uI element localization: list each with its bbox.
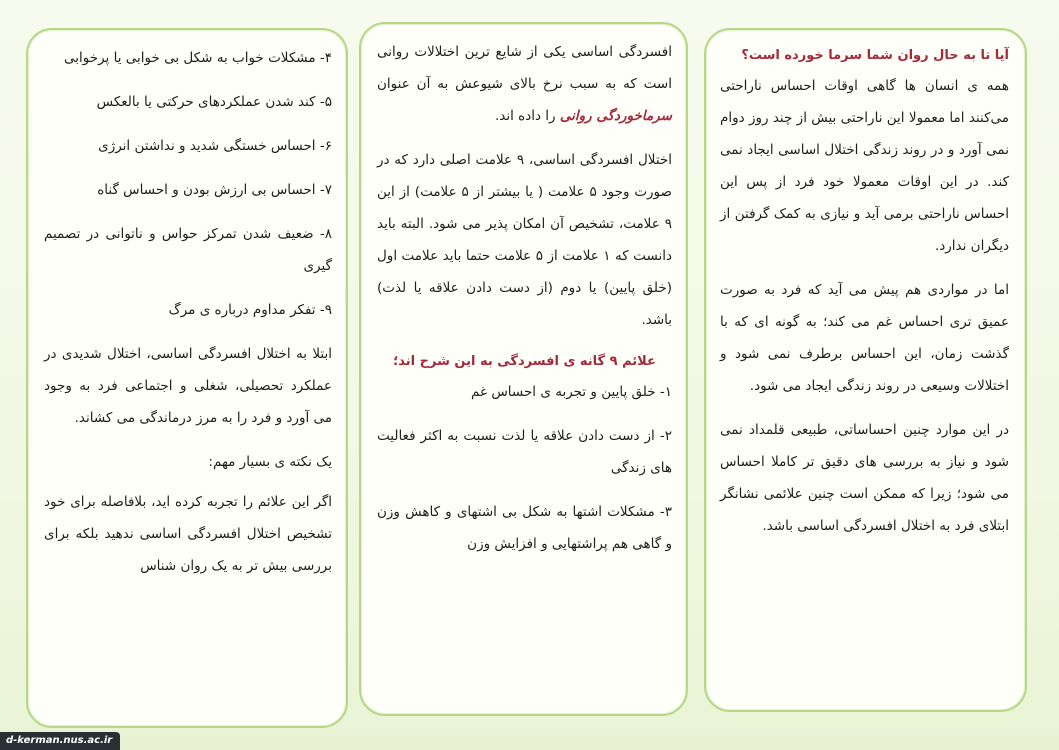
note-text: اگر این علائم را تجربه کرده اید، بلافاصله برای خود تشخیص اختلال افسردگی اساسی ندهید بلکه برای بررسی بیش تر به یک روان شناس xyxy=(44,494,332,574)
symptom-item-6: ۶- احساس خستگی شدید و نداشتن انرژی xyxy=(98,138,332,154)
middle-criteria-paragraph: اختلال افسردگی اساسی، ۹ علامت اصلی دارد که در صورت وجود ۵ علامت ( یا بیشتر از ۵ علامت) از این ۹ علامت، تشخیص آن امکان پذیر می شود. البته باید دانست که ۱ علامت از ۵ علامت حتما باید علامت اول (خلق پایین) یا دوم (از دست دادن علاقه یا لذت) باشد. xyxy=(377,152,673,328)
symptom-item-7: ۷- احساس بی ارزش بودن و احساس گناه xyxy=(97,182,332,198)
left-column-panel xyxy=(26,28,348,728)
right-column-heading: آیا تا به حال روان شما سرما خورده است؟ xyxy=(741,48,1009,63)
footer-url: d-kerman.nus.ac.ir xyxy=(0,732,120,750)
symptom-item-1: ۱- خلق پایین و تجربه ی احساس غم xyxy=(470,384,672,400)
right-paragraph-1: همه ی انسان ها گاهی اوقات احساس ناراحتی می‌کنند اما معمولا این ناراحتی بیش از چند روز دوام نمی آورد و در روند زندگی اختلال اساسی ایجاد نمی کند. در این اوقات معمولا خود فرد از پس این احساس ناراحتی برمی آید و نیازی به کمک گرفتن از دیگران ندارد. xyxy=(720,78,1009,254)
middle-column-panel xyxy=(359,22,688,716)
note-title: یک نکته ی بسیار مهم: xyxy=(208,454,332,470)
symptom-item-5: ۵- کند شدن عملکردهای حرکتی یا بالعکس xyxy=(96,94,332,110)
middle-intro-before: افسردگی اساسی یکی از شایع ترین اختلالات روانی است که به سبب نرخ بالای شیوعش به آن عنوان xyxy=(377,44,672,92)
impact-paragraph: ابتلا به اختلال افسردگی اساسی، اختلال شدیدی در عملکرد تحصیلی، شغلی و اجتماعی فرد به وجود می آورد و فرد را به مرز درماندگی می کشاند. xyxy=(44,346,332,426)
symptom-item-9: ۹- تفکر مداوم درباره ی مرگ xyxy=(168,302,332,318)
symptom-item-4: ۴- مشکلات خواب به شکل بی خوابی یا پرخوابی xyxy=(64,50,332,66)
right-column-panel xyxy=(704,28,1027,712)
symptom-item-8: ۸- ضعیف شدن تمرکز حواس و ناتوانی در تصمیم گیری xyxy=(44,226,332,274)
symptom-item-2: ۲- از دست دادن علاقه یا لذت نسبت به اکثر فعالیت های زندگی xyxy=(377,428,672,476)
symptom-item-3: ۳- مشکلات اشتها به شکل بی اشتهای و کاهش وزن و گاهی هم پراشتهایی و افزایش وزن xyxy=(377,504,672,552)
middle-intro-emphasis: سرماخوردگی روانی xyxy=(559,108,672,124)
right-paragraph-2: اما در مواردی هم پیش می آید که فرد به صورت عمیق تری احساس غم می کند؛ به گونه ای که با گذشت زمان، این احساس برطرف نمی شود و اختلالات وسیعی در روند زندگی ایجاد می شود. xyxy=(720,282,1009,394)
symptoms-heading: علائم ۹ گانه ی افسردگی به این شرح اند؛ xyxy=(393,354,656,369)
middle-intro-after: را داده اند. xyxy=(494,108,556,124)
right-paragraph-3: در این موارد چنین احساساتی، طبیعی قلمداد نمی شود و نیاز به بررسی های دقیق تر کاملا احساس می شود؛ زیرا که ممکن است چنین علائمی نشانگر ابتلای فرد به اختلال افسردگی اساسی باشد. xyxy=(720,422,1009,534)
middle-intro-paragraph xyxy=(377,36,672,132)
